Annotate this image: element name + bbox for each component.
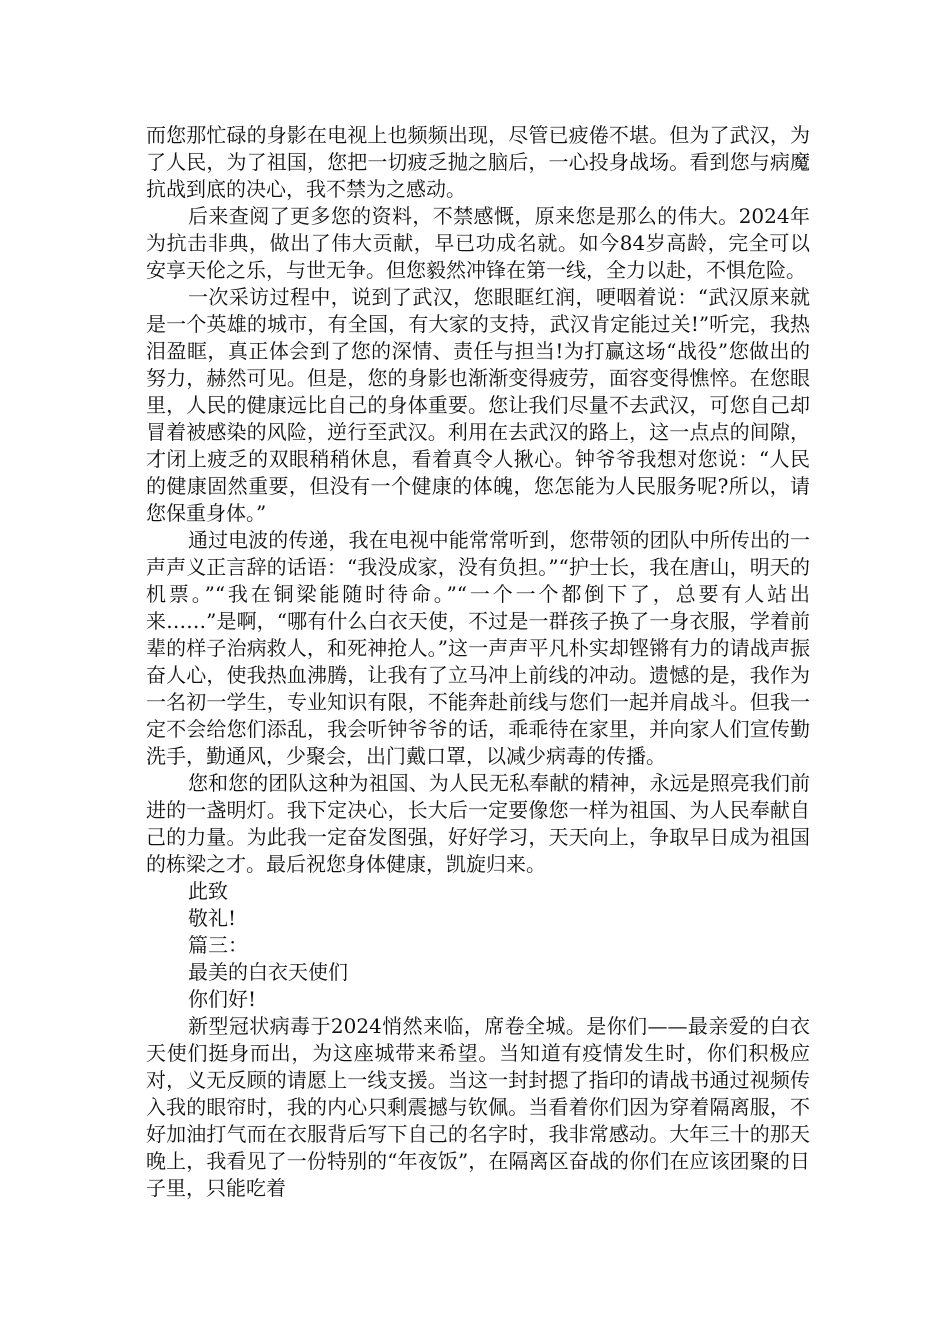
paragraph-4: 通过电波的传递，我在电视中能常常听到，您带领的团队中所传出的一声声义正言辞的话语：“我没成家，没有负担。”“护士长，我在唐山，明天的机票。”“我在铜梁能随时待命。”“一个一个都倒下了，总要有人站出来……”是啊，“哪有什么白衣天使，不过是一群孩子换了一身衣服，学着前辈的样子治病救人，和死神抢人。”这一声声平凡朴实却铿锵有力的请战声振奋人心，使我热血沸腾，让我有了立马冲上前线的冲动。遗憾的是，我作为一名初一学生，专业知识有限，不能奔赴前线与您们一起并肩战斗。但我一定不会给您们添乱，我会听钟爷爷的话，乖乖待在家里，并向家人们宣传勤洗手，勤通风，少聚会，出门戴口罩，以减少病毒的传播。 bbox=[146, 528, 810, 768]
letter-title: 最美的白衣天使们 bbox=[188, 960, 348, 984]
paragraph-1: 而您那忙碌的身影在电视上也频频出现，尽管已疲倦不堪。但为了武汉，为了人民，为了祖国，您把一切疲乏抛之脑后，一心投身战场。看到您与病魔抗战到底的决心，我不禁为之感动。 bbox=[146, 123, 810, 201]
document-body bbox=[146, 122, 810, 1202]
closing-salutation: 此致 bbox=[188, 879, 228, 903]
letter-greeting: 你们好! bbox=[188, 987, 257, 1011]
paragraph-5: 您和您的团队这种为祖国、为人民无私奉献的精神，永远是照亮我们前进的一盏明灯。我下定决心，长大后一定要像您一样为祖国、为人民奉献自己的力量。为此我一定奋发图强，好好学习，天天向上，争取早日成为祖国的栋梁之才。最后祝您身体健康，凯旋归来。 bbox=[146, 771, 810, 876]
paragraph-2: 后来查阅了更多您的资料，不禁感慨，原来您是那么的伟大。2024年为抗击非典，做出了伟大贡献，早已功成名就。如今84岁高龄，完全可以安享天伦之乐，与世无争。但您毅然冲锋在第一线，全力以赴，不惧危险。 bbox=[146, 204, 810, 282]
section-heading: 篇三： bbox=[188, 933, 248, 957]
paragraph-3: 一次采访过程中，说到了武汉，您眼眶红润，哽咽着说：“武汉原来就是一个英雄的城市，有全国，有大家的支持，武汉肯定能过关!”听完，我热泪盈眶，真正体会到了您的深情、责任与担当!为打赢这场“战役”您做出的努力，赫然可见。但是，您的身影也渐渐变得疲劳，面容变得憔悴。在您眼里，人民的健康远比自己的身体重要。您让我们尽量不去武汉，可您自己却冒着被感染的风险，逆行至武汉。利用在去武汉的路上，这一点点的间隙，才闭上疲乏的双眼稍稍休息，看着真令人揪心。钟爷爷我想对您说：“人民的健康固然重要，但没有一个健康的体魄，您怎能为人民服务呢?所以，请您保重身体。” bbox=[146, 285, 810, 525]
paragraph-6: 新型冠状病毒于2024悄然来临，席卷全城。是你们——最亲爱的白衣天使们挺身而出，为这座城带来希望。当知道有疫情发生时，你们积极应对，义无反顾的请愿上一线支援。当这一封封摁了指印的请战书通过视频传入我的眼帘时，我的内心只剩震撼与钦佩。当看着你们因为穿着隔离服，不好加油打气而在衣服背后写下自己的名字时，我非常感动。大年三十的那天晚上，我看见了一份特别的“年夜饭”，在隔离区奋战的你们在应该团聚的日子里，只能吃着 bbox=[146, 1014, 810, 1200]
closing-regards: 敬礼! bbox=[188, 906, 237, 930]
